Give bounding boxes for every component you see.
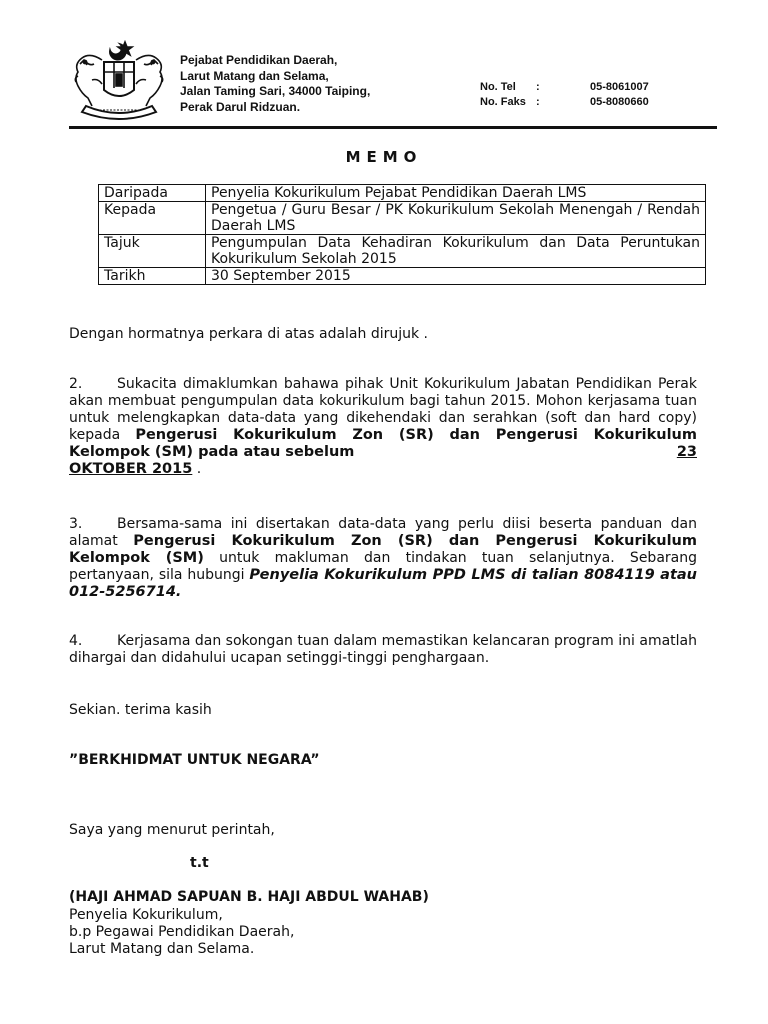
address-line: Perak Darul Ridzuan. (180, 99, 301, 114)
paragraph-bold-text: Pengerusi Kokurikulum Zon (SR) dan Pengerusi Kokurikulum Kelompok (SM) pada atau sebelum (69, 427, 697, 460)
table-row (99, 185, 706, 202)
table-row (99, 268, 706, 285)
paragraph-2 (69, 376, 697, 478)
signatory-line: Penyelia Kokurikulum, (69, 907, 223, 923)
phone-row (480, 80, 680, 95)
paragraph-3 (69, 516, 697, 601)
header-divider (69, 126, 717, 129)
signatory-line: b.p Pegawai Pendidikan Daerah, (69, 924, 295, 940)
paragraph-text: Bersama-sama ini disertakan data-data yang perlu diisi beserta panduan dan alamat (69, 516, 697, 549)
deadline-day: 23 (676, 444, 697, 460)
date-label: Tarikh (99, 268, 206, 285)
subject-value: Pengumpulan Data Kehadiran Kokurikulum dan Data Peruntukan Kokurikulum Sekolah 2015 (206, 235, 706, 268)
signed-mark: t.t (190, 855, 209, 871)
signatory-name: (HAJI AHMAD SAPUAN B. HAJI ABDUL WAHAB) (69, 889, 429, 905)
date-value: 30 September 2015 (206, 268, 706, 285)
paragraph-bold-text: Pengerusi Kokurikulum Zon (SR) dan Pengerusi Kokurikulum Kelompok (SM) (69, 533, 697, 566)
address-line: Jalan Taming Sari, 34000 Taiping, (180, 84, 371, 98)
to-value: Pengetua / Guru Besar / PK Kokurikulum Sekolah Menengah / Rendah Daerah LMS (206, 202, 706, 235)
table-row (99, 235, 706, 268)
paragraph-number: 4. (69, 633, 83, 649)
table-row (99, 202, 706, 235)
motto: ”BERKHIDMAT UNTUK NEGARA” (69, 752, 320, 768)
subject-label: Tajuk (99, 235, 206, 268)
paragraph-text: Kerjasama dan sokongan tuan dalam memastikan kelancaran program ini amatlah dihargai dan didahului ucapan setinggi-tinggi penghargaan. (69, 633, 697, 666)
phone-value: 05-8061007 (590, 81, 649, 93)
malaysia-coat-of-arms-icon (70, 40, 168, 122)
sign-intro: Saya yang menurut perintah, (69, 822, 275, 838)
from-value: Penyelia Kokurikulum Pejabat Pendidikan Daerah LMS (206, 185, 706, 202)
phone-separator: : (536, 81, 540, 93)
fax-separator: : (536, 96, 540, 108)
fax-row (480, 95, 680, 110)
paragraph-end: . (192, 461, 202, 477)
paragraph-number: 3. (69, 516, 83, 532)
paragraph-number: 2. (69, 376, 83, 392)
memo-title: MEMO (345, 148, 423, 166)
paragraph-text-2: untuk makluman dan tindakan tuan selanjutnya. Sebarang pertanyaan, sila hubungi (69, 550, 697, 583)
from-label: Daripada (99, 185, 206, 202)
phone-label: No. Tel (480, 81, 516, 93)
memo-details-table (98, 184, 706, 285)
paragraph-text: Sukacita dimaklumkan bahawa pihak Unit Kokurikulum Jabatan Pendidikan Perak akan membuat pengumpulan data kokurikulum bagi tahun 2015. Mohon kerjasama tuan untuk melengkapkan data-data yang dikehendaki dan serahkan (soft dan hard copy) kepada (69, 376, 697, 443)
fax-value: 05-8080660 (590, 96, 649, 108)
address-line: Pejabat Pendidikan Daerah, (180, 53, 338, 67)
contact-info: Penyelia Kokurikulum PPD LMS di talian 8084119 atau 012-5256714. (69, 567, 697, 600)
address-line: Larut Matang dan Selama, (180, 68, 329, 83)
deadline-month-year: OKTOBER 2015 (69, 461, 193, 477)
to-label: Kepada (99, 202, 206, 235)
closing: Sekian. terima kasih (69, 702, 212, 718)
greeting: Dengan hormatnya perkara di atas adalah dirujuk . (69, 326, 429, 342)
signatory-line: Larut Matang dan Selama. (69, 941, 255, 957)
paragraph-4 (69, 633, 697, 667)
office-address (180, 53, 370, 115)
fax-label: No. Faks (480, 96, 526, 108)
office-contacts (480, 80, 680, 110)
